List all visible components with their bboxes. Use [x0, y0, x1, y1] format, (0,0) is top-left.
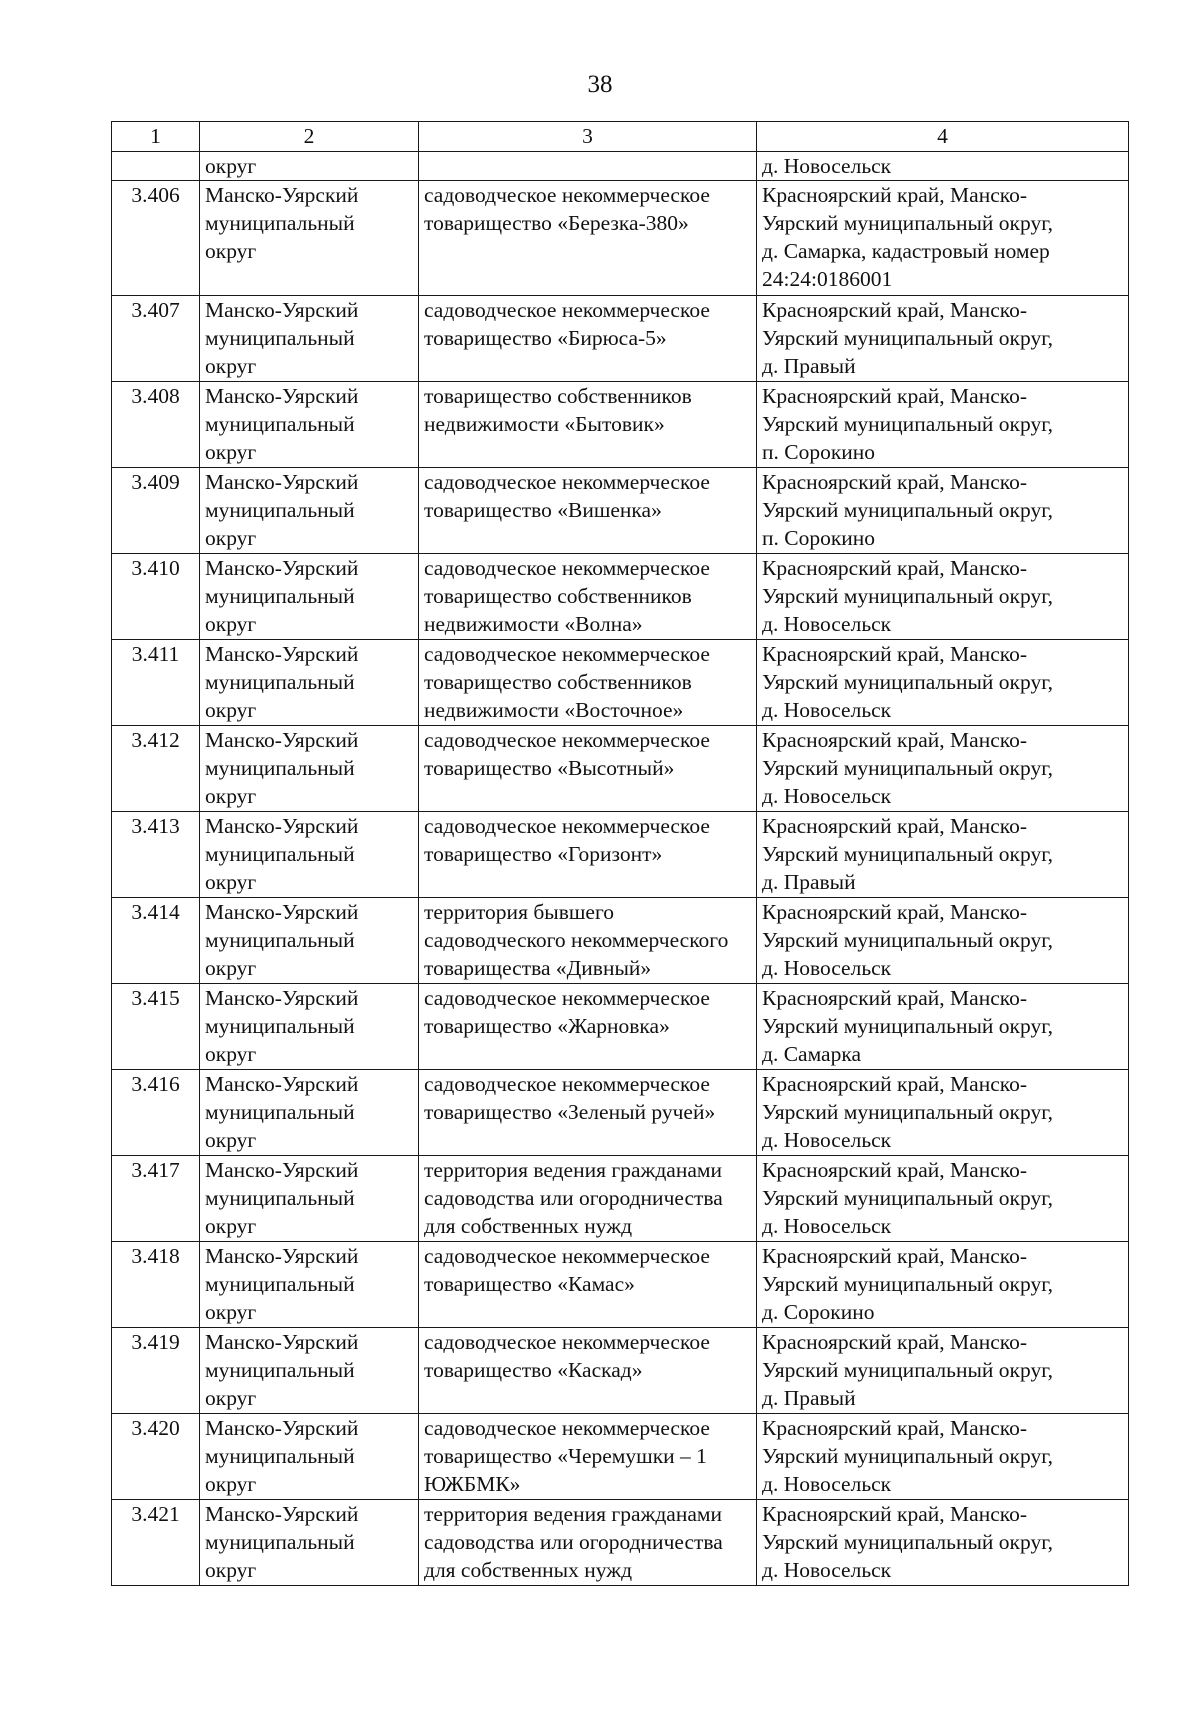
table-row [112, 382, 1129, 468]
column-header-2: 2 [200, 122, 419, 152]
cell-name [419, 898, 757, 984]
table-row [112, 296, 1129, 382]
cell-name-line: садоводческого некоммерческого [424, 928, 729, 952]
cell-name-line: товарищество собственников [424, 384, 692, 408]
cell-district-line: муниципальный [205, 670, 355, 694]
cell-address [757, 1242, 1129, 1328]
cell-address-line: д. Новосельск [762, 698, 892, 722]
page-number: 38 [587, 71, 613, 98]
cell-number: 3.411 [112, 640, 200, 726]
cell-address-line: д. Новосельск [762, 154, 892, 178]
cell-name-line: территория ведения гражданами [424, 1502, 722, 1526]
registry-table [111, 121, 1129, 1586]
cell-address-line: Уярский муниципальный округ, [762, 756, 1053, 780]
cell-name-line: садоводческое некоммерческое [424, 814, 710, 838]
cell-address-line: Красноярский край, Манско- [762, 1158, 1028, 1182]
cell-address-line: д. Сорокино [762, 1300, 875, 1324]
cell-address-line: д. Новосельск [762, 1214, 892, 1238]
cell-number: 3.413 [112, 812, 200, 898]
cell-district-line: округ [205, 1386, 257, 1410]
cell-address-line: д. Самарка, кадастровый номер [762, 239, 1050, 263]
cell-number: 3.415 [112, 984, 200, 1070]
table-row [112, 181, 1129, 296]
cell-district-line: округ [205, 1472, 257, 1496]
cell-address-line: Уярский муниципальный округ, [762, 670, 1053, 694]
cell-district-line: муниципальный [205, 1014, 355, 1038]
table-row [112, 812, 1129, 898]
cell-number: 3.406 [112, 181, 200, 296]
cell-address-line: п. Сорокино [762, 526, 876, 550]
cell-district-line: Манско-Уярский [205, 183, 359, 207]
cell-district-line: Манско-Уярский [205, 556, 359, 580]
cell-district [200, 382, 419, 468]
cell-name [419, 468, 757, 554]
cell-name-line: садоводческое некоммерческое [424, 470, 710, 494]
cell-address-line: Красноярский край, Манско- [762, 298, 1028, 322]
cell-district-line: Манско-Уярский [205, 1158, 359, 1182]
column-header-3: 3 [419, 122, 757, 152]
cell-name-line: товарищество «Высотный» [424, 756, 675, 780]
cell-district-line: Манско-Уярский [205, 900, 359, 924]
cell-district-line: Манско-Уярский [205, 384, 359, 408]
cell-address-line: д. Новосельск [762, 612, 892, 636]
cell-address [757, 1070, 1129, 1156]
cell-number: 3.419 [112, 1328, 200, 1414]
cell-district-line: муниципальный [205, 211, 355, 235]
cell-name-line: садоводческое некоммерческое [424, 1416, 710, 1440]
cell-name-line: садоводства или огородничества [424, 1186, 723, 1210]
column-header-1: 1 [112, 122, 200, 152]
cell-district-line: Манско-Уярский [205, 1330, 359, 1354]
table-row [112, 1070, 1129, 1156]
cell-district [200, 812, 419, 898]
cell-number [112, 152, 200, 181]
cell-district [200, 1156, 419, 1242]
cell-address [757, 468, 1129, 554]
cell-address-line: Уярский муниципальный округ, [762, 1100, 1053, 1124]
cell-district-line: муниципальный [205, 756, 355, 780]
cell-address [757, 1500, 1129, 1586]
cell-name-line: товарищество «Зеленый ручей» [424, 1100, 716, 1124]
cell-district-line: Манско-Уярский [205, 814, 359, 838]
cell-district-line: округ [205, 784, 257, 808]
cell-district-line: округ [205, 698, 257, 722]
cell-district-line: округ [205, 154, 257, 178]
cell-name-line: ЮЖБМК» [424, 1472, 521, 1496]
cell-district [200, 468, 419, 554]
cell-name-line: садоводческое некоммерческое [424, 728, 710, 752]
cell-district-line: муниципальный [205, 1444, 355, 1468]
table-row [112, 640, 1129, 726]
cell-district-line: муниципальный [205, 326, 355, 350]
cell-name-line: садоводческое некоммерческое [424, 1072, 710, 1096]
cell-number: 3.414 [112, 898, 200, 984]
table-row [112, 898, 1129, 984]
cell-district-line: округ [205, 1558, 257, 1582]
cell-name [419, 554, 757, 640]
cell-address-line: д. Новосельск [762, 1128, 892, 1152]
cell-district-line: Манско-Уярский [205, 1416, 359, 1440]
cell-address [757, 812, 1129, 898]
cell-address-line: д. Новосельск [762, 1472, 892, 1496]
cell-address-line: п. Сорокино [762, 440, 876, 464]
cell-name-line: товарищество «Вишенка» [424, 498, 662, 522]
cell-district-line: округ [205, 1042, 257, 1066]
cell-district-line: Манско-Уярский [205, 298, 359, 322]
cell-address [757, 726, 1129, 812]
table-body [112, 152, 1129, 1586]
cell-name [419, 1156, 757, 1242]
cell-number: 3.416 [112, 1070, 200, 1156]
cell-name [419, 1414, 757, 1500]
cell-address-line: д. Новосельск [762, 1558, 892, 1582]
cell-name-line: товарищество «Черемушки – 1 [424, 1444, 707, 1468]
cell-district-line: Манско-Уярский [205, 1072, 359, 1096]
cell-name-line: товарищество «Березка-380» [424, 211, 689, 235]
cell-address-line: Красноярский край, Манско- [762, 183, 1028, 207]
cell-district-line: округ [205, 1214, 257, 1238]
cell-district-line: округ [205, 354, 257, 378]
cell-name [419, 1328, 757, 1414]
cell-address-line: д. Правый [762, 1386, 856, 1410]
cell-address-line: Уярский муниципальный округ, [762, 842, 1053, 866]
cell-name [419, 152, 757, 181]
cell-district-line: муниципальный [205, 928, 355, 952]
cell-address [757, 1328, 1129, 1414]
cell-address-line: Красноярский край, Манско- [762, 728, 1028, 752]
cell-district-line: округ [205, 440, 257, 464]
cell-district [200, 726, 419, 812]
cell-district [200, 1500, 419, 1586]
cell-address-line: Красноярский край, Манско- [762, 1244, 1028, 1268]
cell-name-line: садоводческое некоммерческое [424, 986, 710, 1010]
cell-name [419, 984, 757, 1070]
cell-address-line: Красноярский край, Манско- [762, 642, 1028, 666]
cell-name [419, 1242, 757, 1328]
cell-name-line: садоводческое некоммерческое [424, 1330, 710, 1354]
cell-district-line: округ [205, 956, 257, 980]
cell-district-line: Манско-Уярский [205, 470, 359, 494]
cell-number: 3.412 [112, 726, 200, 812]
cell-address-line: Красноярский край, Манско- [762, 986, 1028, 1010]
cell-district [200, 1070, 419, 1156]
cell-address [757, 554, 1129, 640]
cell-name-line: для собственных нужд [424, 1558, 633, 1582]
cell-district-line: муниципальный [205, 1100, 355, 1124]
cell-address-line: Уярский муниципальный округ, [762, 1444, 1053, 1468]
cell-district-line: муниципальный [205, 1186, 355, 1210]
cell-address-line: Уярский муниципальный округ, [762, 928, 1053, 952]
cell-number: 3.420 [112, 1414, 200, 1500]
cell-name-line: товарищество «Каскад» [424, 1358, 643, 1382]
cell-address-line: Красноярский край, Манско- [762, 384, 1028, 408]
cell-address [757, 296, 1129, 382]
cell-name-line: товарищества «Дивный» [424, 956, 652, 980]
cell-address-line: Красноярский край, Манско- [762, 470, 1028, 494]
cell-number: 3.417 [112, 1156, 200, 1242]
cell-name [419, 726, 757, 812]
cell-district-line: округ [205, 870, 257, 894]
cell-address-line: Уярский муниципальный округ, [762, 1272, 1053, 1296]
cell-district-line: округ [205, 526, 257, 550]
cell-number: 3.407 [112, 296, 200, 382]
cell-name-line: территория бывшего [424, 900, 614, 924]
cell-number: 3.410 [112, 554, 200, 640]
cell-name-line: товарищество «Бирюса-5» [424, 326, 667, 350]
cell-name-line: товарищество «Горизонт» [424, 842, 663, 866]
column-header-4: 4 [757, 122, 1129, 152]
cell-name [419, 1070, 757, 1156]
cell-address-line: Уярский муниципальный округ, [762, 498, 1053, 522]
cell-district [200, 554, 419, 640]
cell-address-line: Уярский муниципальный округ, [762, 1358, 1053, 1382]
cell-address-line: Красноярский край, Манско- [762, 1072, 1028, 1096]
cell-district [200, 152, 419, 181]
cell-name [419, 812, 757, 898]
cell-district-line: округ [205, 1300, 257, 1324]
cell-name [419, 640, 757, 726]
cell-address-line: д. Правый [762, 354, 856, 378]
cell-name-line: садоводческое некоммерческое [424, 642, 710, 666]
table-row-continuation [112, 152, 1129, 181]
cell-name [419, 181, 757, 296]
cell-number: 3.408 [112, 382, 200, 468]
table-row [112, 984, 1129, 1070]
table-row [112, 1242, 1129, 1328]
cell-district-line: муниципальный [205, 842, 355, 866]
cell-district-line: Манско-Уярский [205, 728, 359, 752]
cell-address-line: Красноярский край, Манско- [762, 900, 1028, 924]
table-row [112, 1156, 1129, 1242]
cell-name-line: недвижимости «Волна» [424, 612, 643, 636]
cell-name [419, 1500, 757, 1586]
cell-district-line: округ [205, 1128, 257, 1152]
table-row [112, 726, 1129, 812]
cell-district [200, 640, 419, 726]
cell-district-line: Манско-Уярский [205, 986, 359, 1010]
cell-name-line: садоводческое некоммерческое [424, 1244, 710, 1268]
cell-name [419, 382, 757, 468]
cell-district-line: муниципальный [205, 1358, 355, 1382]
cell-name-line: недвижимости «Восточное» [424, 698, 684, 722]
cell-district [200, 898, 419, 984]
cell-district [200, 984, 419, 1070]
cell-address-line: д. Новосельск [762, 784, 892, 808]
cell-address [757, 984, 1129, 1070]
table-row [112, 554, 1129, 640]
cell-district [200, 1414, 419, 1500]
cell-district [200, 181, 419, 296]
cell-address-line: Красноярский край, Манско- [762, 556, 1028, 580]
cell-address [757, 898, 1129, 984]
cell-name-line: недвижимости «Бытовик» [424, 412, 665, 436]
cell-name-line: садоводческое некоммерческое [424, 298, 710, 322]
cell-name-line: товарищество собственников [424, 584, 692, 608]
cell-address-line: Уярский муниципальный округ, [762, 1014, 1053, 1038]
cell-district-line: муниципальный [205, 1530, 355, 1554]
cell-district-line: Манско-Уярский [205, 1502, 359, 1526]
cell-name-line: для собственных нужд [424, 1214, 633, 1238]
cell-address-line: Красноярский край, Манско- [762, 1502, 1028, 1526]
table-row [112, 1414, 1129, 1500]
cell-address-line: Уярский муниципальный округ, [762, 1186, 1053, 1210]
cell-address-line: д. Самарка [762, 1042, 861, 1066]
cell-name-line: садоводческое некоммерческое [424, 556, 710, 580]
cell-address-line: Уярский муниципальный округ, [762, 211, 1053, 235]
cell-address-line: Уярский муниципальный округ, [762, 1530, 1053, 1554]
cell-number: 3.421 [112, 1500, 200, 1586]
cell-name-line: товарищество собственников [424, 670, 692, 694]
cell-address-line: Уярский муниципальный округ, [762, 326, 1053, 350]
table-row [112, 468, 1129, 554]
table-row [112, 1500, 1129, 1586]
cell-name-line: садоводческое некоммерческое [424, 183, 710, 207]
cell-district-line: Манско-Уярский [205, 642, 359, 666]
cell-number: 3.409 [112, 468, 200, 554]
cell-name [419, 296, 757, 382]
cell-district-line: округ [205, 612, 257, 636]
cell-address-line: 24:24:0186001 [762, 267, 893, 291]
cell-district [200, 296, 419, 382]
table-row [112, 1328, 1129, 1414]
cell-address-line: Красноярский край, Манско- [762, 1416, 1028, 1440]
cell-district [200, 1328, 419, 1414]
cell-address-line: д. Правый [762, 870, 856, 894]
cell-district-line: муниципальный [205, 412, 355, 436]
cell-address [757, 640, 1129, 726]
cell-address [757, 1156, 1129, 1242]
cell-address-line: д. Новосельск [762, 956, 892, 980]
cell-address [757, 1414, 1129, 1500]
cell-number: 3.418 [112, 1242, 200, 1328]
cell-name-line: товарищество «Жарновка» [424, 1014, 670, 1038]
cell-address-line: Уярский муниципальный округ, [762, 412, 1053, 436]
cell-name-line: садоводства или огородничества [424, 1530, 723, 1554]
cell-address-line: Уярский муниципальный округ, [762, 584, 1053, 608]
cell-district-line: муниципальный [205, 498, 355, 522]
cell-address-line: Красноярский край, Манско- [762, 814, 1028, 838]
cell-address [757, 181, 1129, 296]
cell-address [757, 382, 1129, 468]
cell-district-line: муниципальный [205, 584, 355, 608]
cell-district-line: округ [205, 239, 257, 263]
cell-name-line: товарищество «Камас» [424, 1272, 635, 1296]
cell-district-line: Манско-Уярский [205, 1244, 359, 1268]
cell-district-line: муниципальный [205, 1272, 355, 1296]
cell-address [757, 152, 1129, 181]
table-header-row [112, 122, 1129, 152]
cell-address-line: Красноярский край, Манско- [762, 1330, 1028, 1354]
cell-name-line: территория ведения гражданами [424, 1158, 722, 1182]
cell-district [200, 1242, 419, 1328]
